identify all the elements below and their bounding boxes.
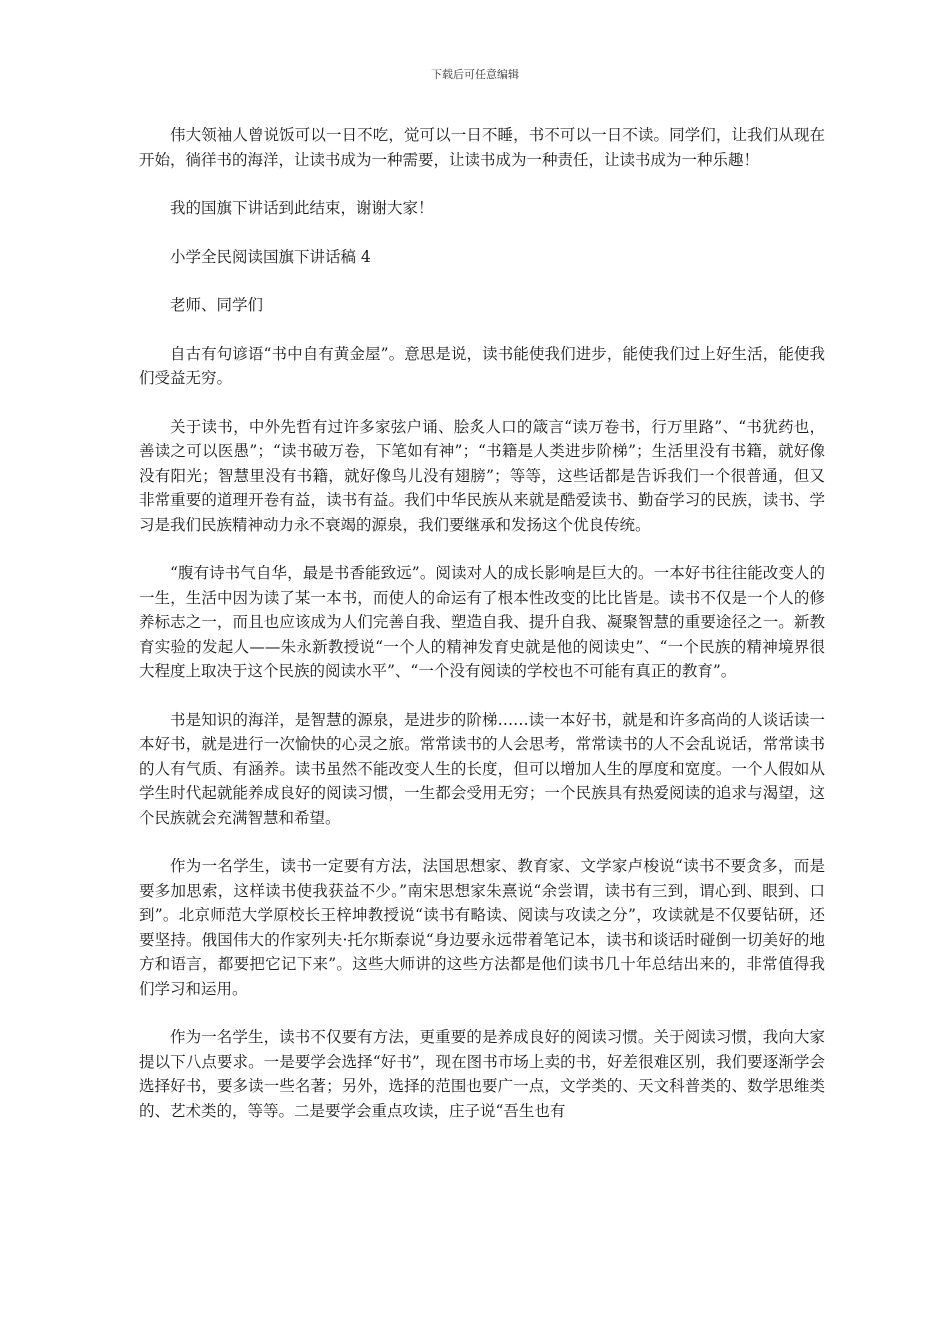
paragraph: “腹有诗书气自华，最是书香能致远”。阅读对人的成长影响是巨大的。一本好书往往能改变人的一生，生活中因为读了某一本书，而使人的命运有了根本性改变的比比皆是。读书不仅是一个人的修养标志之一，而且也应该成为人们完善自我、塑造自我、提升自我、凝聚智慧的重要途径之一。新教育实验的发起人——朱永新教授说“一个人的精神发育史就是他的阅读史”、“一个民族的精神境界很大程度上取决于这个民族的阅读水平”、“一个没有阅读的学校也不可能有真正的教育”。 [139,564,825,680]
paragraph: 关于读书，中外先哲有过许多家弦户诵、脍炙人口的箴言“读万卷书，行万里路”、“书犹药也，善读之可以医愚”；“读书破万卷，下笔如有神”；“书籍是人类进步阶梯”；生活里没有书籍，就好像没有阳光；智慧里没有书籍，就好像鸟儿没有翅膀”；等等，这些话都是告诉我们一个很普通，但又非常重要的道理开卷有益，读书有益。我们中华民族从来就是酷爱读书、勤奋学习的民族，读书、学习是我们民族精神动力永不衰竭的源泉，我们要继承和发扬这个优良传统。 [139,417,825,534]
paragraph: 作为一名学生，读书不仅要有方法，更重要的是养成良好的阅读习惯。关于阅读习惯，我向大家提以下八点要求。一是要学会选择“好书”，现在图书市场上卖的书，好差很难区别，我们要逐渐学会选择好书，要多读一些名著；另外，选择的范围也要广一点，文学类的、天文科普类的、数学思维类的、艺术类的，等等。二是要学会重点攻读，庄子说“吾生也有 [139,1028,825,1120]
section-title: 小学全民阅读国旗下讲话稿 4 [170,247,371,266]
paragraph: 作为一名学生，读书一定要有方法，法国思想家、教育家、文学家卢梭说“读书不要贪多，而是要多加思索，这样读书使我获益不少。”南宋思想家朱熹说“余尝谓，读书有三到，谓心到、眼到、口到”。北京师范大学原校长王梓坤教授说“读书有略读、阅读与攻读之分”，攻读就是不仅要钻研，还要坚持。俄国伟大的作家列夫·托尔斯泰说“身边要永远带着笔记本，读书和谈话时碰倒一切美好的地方和语言，都要把它记下来”。这些大师讲的这些方法都是他们读书几十年总结出来的，非常值得我们学习和运用。 [139,857,825,998]
document-body [139,123,825,1147]
salutation: 老师、同学们 [170,296,264,314]
paragraph: 自古有句谚语“书中自有黄金屋”。意思是说，读书能使我们进步，能使我们过上好生活，能使我们受益无穷。 [139,344,825,387]
page-header-note: 下载后可任意编辑 [431,68,519,81]
paragraph: 书是知识的海洋，是智慧的源泉，是进步的阶梯……读一本好书，就是和许多高尚的人谈话读一本好书，就是进行一次愉快的心灵之旅。常常读书的人会思考，常常读书的人不会乱说话，常常读书的人有气质、有涵养。读书虽然不能改变人生的长度，但可以增加人生的厚度和宽度。一个人假如从学生时代起就能养成良好的阅读习惯，一生都会受用无穷；一个民族具有热爱阅读的追求与渴望，这个民族就会充满智慧和希望。 [139,710,825,827]
paragraph: 我的国旗下讲话到此结束，谢谢大家！ [170,199,434,217]
paragraph: 伟大领袖人曾说饭可以一日不吃，觉可以一日不睡，书不可以一日不读。同学们，让我们从现在开始，徜徉书的海洋，让读书成为一种需要，让读书成为一种责任，让读书成为一种乐趣！ [139,126,825,169]
